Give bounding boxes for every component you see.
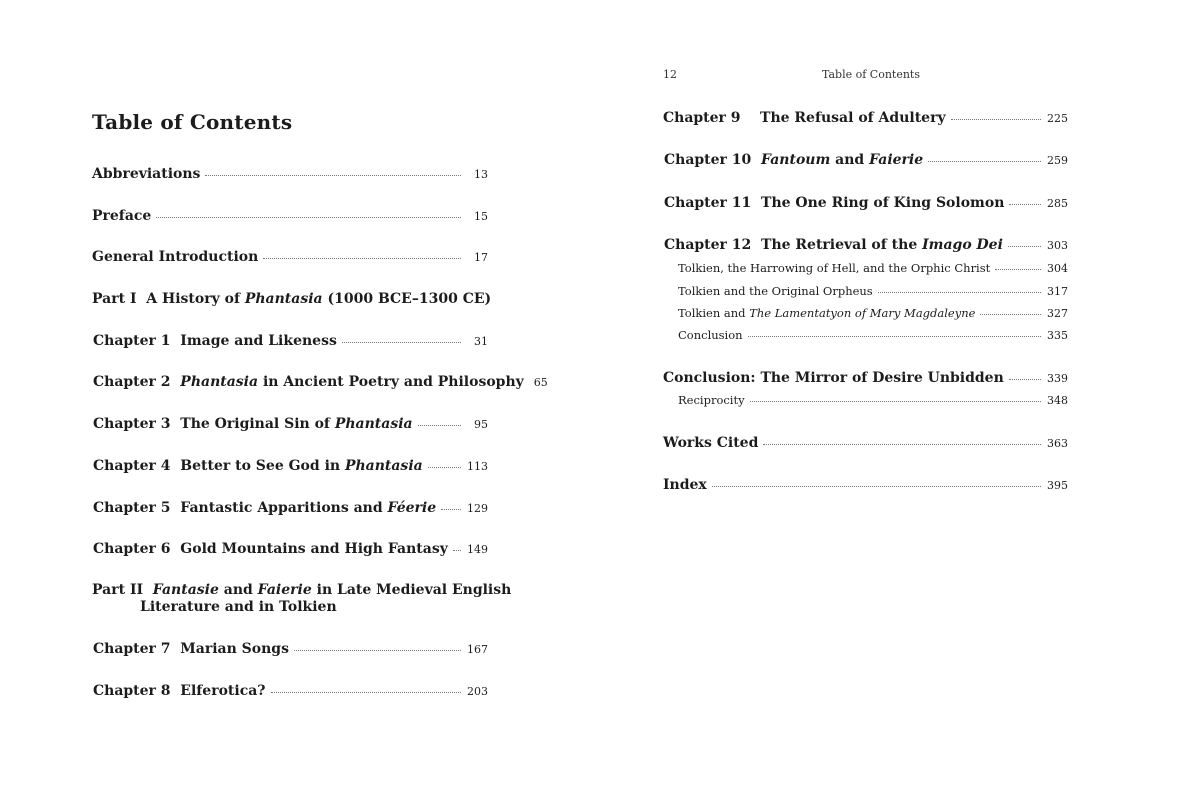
toc-subentry-reciprocity[interactable] bbox=[678, 393, 1068, 407]
chapter-title: Better to See God in bbox=[180, 458, 341, 474]
page-number: 15 bbox=[474, 210, 488, 223]
entry-text-italic: of bbox=[854, 306, 867, 320]
chapter-title: Image and Likeness bbox=[180, 333, 337, 349]
toc-entry-chapter-5[interactable] bbox=[93, 500, 488, 516]
page-number: 95 bbox=[474, 418, 488, 431]
toc-entry-chapter-12[interactable] bbox=[664, 237, 1068, 253]
toc-entry-works-cited[interactable] bbox=[663, 435, 1068, 451]
page-number: 339 bbox=[1047, 372, 1068, 385]
page-number: 149 bbox=[467, 543, 488, 556]
leader-dots bbox=[263, 257, 461, 259]
part-heading-2[interactable] bbox=[92, 582, 511, 598]
running-header-title: Table of Contents bbox=[822, 68, 921, 81]
part-title: and bbox=[223, 582, 253, 598]
part-heading-2-line-2: Literature and in Tolkien bbox=[140, 599, 337, 615]
page-number: 167 bbox=[467, 643, 488, 656]
entry-label: Conclusion bbox=[678, 328, 743, 342]
entry-label bbox=[93, 500, 436, 516]
page-number: 395 bbox=[1047, 479, 1068, 492]
part-title-italic: Fantasie bbox=[152, 582, 219, 598]
page-number: 203 bbox=[467, 685, 488, 698]
running-header-page-number: 12 bbox=[663, 68, 677, 81]
chapter-title: and bbox=[835, 152, 865, 168]
toc-subentry-harrowing-of-hell[interactable] bbox=[678, 261, 1068, 275]
chapter-title-italic: Fantoum bbox=[761, 152, 831, 168]
toc-entry-abbreviations[interactable] bbox=[92, 166, 488, 182]
entry-label bbox=[93, 458, 423, 474]
chapter-title-italic: Imago Dei bbox=[922, 237, 1003, 253]
chapter-title: The Refusal of Adultery bbox=[760, 110, 946, 126]
leader-dots bbox=[763, 443, 1041, 445]
entry-label: Conclusion: The Mirror of Desire Unbidden bbox=[663, 370, 1004, 386]
toc-entry-chapter-1[interactable] bbox=[93, 333, 488, 349]
page-number: 225 bbox=[1047, 112, 1068, 125]
leader-dots bbox=[271, 691, 461, 693]
leader-dots bbox=[441, 508, 461, 510]
chapter-title-italic: Phantasia bbox=[334, 416, 413, 432]
entry-label: Reciprocity bbox=[678, 393, 745, 407]
entry-label bbox=[93, 374, 524, 390]
entry-label bbox=[664, 237, 1003, 253]
toc-entry-chapter-3[interactable] bbox=[93, 416, 488, 432]
page-number: 13 bbox=[474, 168, 488, 181]
part-title-italic: Phantasia bbox=[244, 291, 323, 307]
chapter-number: Chapter 9 bbox=[663, 110, 741, 126]
chapter-number: Chapter 1 bbox=[93, 333, 171, 349]
entry-label: Abbreviations bbox=[92, 166, 201, 182]
leader-dots bbox=[712, 485, 1041, 487]
part-dates: (1000 BCE–1300 CE) bbox=[327, 291, 492, 307]
page-number: 259 bbox=[1047, 154, 1068, 167]
page-number: 113 bbox=[467, 460, 488, 473]
leader-dots bbox=[453, 549, 461, 551]
page-number: 65 bbox=[533, 376, 548, 389]
chapter-number: Chapter 6 bbox=[93, 541, 171, 557]
leader-dots bbox=[750, 400, 1041, 402]
chapter-number: Chapter 12 bbox=[664, 237, 752, 253]
leader-dots bbox=[1009, 378, 1041, 380]
part-heading-1[interactable] bbox=[92, 291, 491, 307]
leader-dots bbox=[878, 291, 1041, 293]
page-number: 303 bbox=[1047, 239, 1068, 252]
toc-entry-general-introduction[interactable] bbox=[92, 249, 488, 265]
chapter-number: Chapter 2 bbox=[93, 374, 171, 390]
entry-text-italic: The Lamentatyon bbox=[749, 306, 852, 320]
entry-label bbox=[93, 333, 337, 349]
entry-label: Index bbox=[663, 477, 707, 493]
entry-text: Tolkien and bbox=[678, 306, 746, 320]
part-number: Part II bbox=[92, 582, 144, 598]
leader-dots bbox=[342, 341, 461, 343]
toc-entry-chapter-7[interactable] bbox=[93, 641, 488, 657]
entry-label bbox=[93, 683, 266, 699]
toc-entry-chapter-4[interactable] bbox=[93, 458, 488, 474]
entry-label bbox=[93, 641, 289, 657]
leader-dots bbox=[928, 160, 1041, 162]
entry-label: Preface bbox=[92, 208, 152, 224]
entry-label: Tolkien, the Harrowing of Hell, and the Orphic Christ bbox=[678, 261, 991, 275]
toc-entry-chapter-9[interactable] bbox=[663, 110, 1068, 126]
toc-entry-chapter-2[interactable] bbox=[93, 374, 548, 390]
entry-label bbox=[663, 110, 946, 126]
chapter-title: Gold Mountains and High Fantasy bbox=[180, 541, 448, 557]
entry-text-italic: Mary Magdaleyne bbox=[869, 306, 976, 320]
toc-subentry-original-orpheus[interactable] bbox=[678, 284, 1068, 298]
chapter-number: Chapter 10 bbox=[664, 152, 752, 168]
chapter-number: Chapter 3 bbox=[93, 416, 171, 432]
entry-label bbox=[93, 541, 448, 557]
part-title: A History of bbox=[146, 291, 240, 307]
leader-dots bbox=[1009, 203, 1041, 205]
toc-entry-chapter-6[interactable] bbox=[93, 541, 488, 557]
page-number: 31 bbox=[474, 335, 488, 348]
chapter-number: Chapter 7 bbox=[93, 641, 171, 657]
part-title: in Late Medieval English bbox=[316, 582, 512, 598]
leader-dots bbox=[294, 649, 461, 651]
chapter-title-italic: Phantasia bbox=[180, 374, 259, 390]
toc-entry-preface[interactable] bbox=[92, 208, 488, 224]
toc-entry-chapter-10[interactable] bbox=[664, 152, 1068, 168]
leader-dots bbox=[156, 216, 461, 218]
entry-label bbox=[664, 152, 923, 168]
page-title: Table of Contents bbox=[92, 110, 293, 134]
page-number: 285 bbox=[1047, 197, 1068, 210]
leader-dots bbox=[428, 466, 461, 468]
page-number: 317 bbox=[1047, 285, 1068, 298]
chapter-title: The Original Sin of bbox=[180, 416, 330, 432]
chapter-number: Chapter 5 bbox=[93, 500, 171, 516]
chapter-number: Chapter 8 bbox=[93, 683, 171, 699]
chapter-title: The Retrieval of the bbox=[761, 237, 918, 253]
leader-dots bbox=[1008, 245, 1041, 247]
page-number: 304 bbox=[1047, 262, 1068, 275]
chapter-title: Fantastic Apparitions and bbox=[180, 500, 383, 516]
chapter-title-italic: Faierie bbox=[869, 152, 924, 168]
page-number: 348 bbox=[1047, 394, 1068, 407]
leader-dots bbox=[980, 313, 1041, 315]
entry-label: Works Cited bbox=[663, 435, 759, 451]
chapter-number: Chapter 11 bbox=[664, 195, 752, 211]
entry-label: General Introduction bbox=[92, 249, 259, 265]
entry-label: Tolkien and the Original Orpheus bbox=[678, 284, 873, 298]
toc-subentry-conclusion[interactable] bbox=[678, 328, 1068, 342]
leader-dots bbox=[205, 174, 461, 176]
chapter-title: The One Ring of King Solomon bbox=[761, 195, 1005, 211]
leader-dots bbox=[951, 118, 1041, 120]
page-number: 363 bbox=[1047, 437, 1068, 450]
chapter-title: Marian Songs bbox=[180, 641, 289, 657]
toc-entry-chapter-8[interactable] bbox=[93, 683, 488, 699]
page-number: 129 bbox=[467, 502, 488, 515]
chapter-number: Chapter 4 bbox=[93, 458, 171, 474]
part-title-italic: Faierie bbox=[257, 582, 312, 598]
leader-dots bbox=[748, 335, 1041, 337]
entry-label bbox=[93, 416, 413, 432]
chapter-title-italic: Phantasia bbox=[344, 458, 423, 474]
chapter-title: in Ancient Poetry and Philosophy bbox=[262, 374, 524, 390]
page-number: 335 bbox=[1047, 329, 1068, 342]
toc-entry-conclusion[interactable] bbox=[663, 370, 1068, 386]
toc-entry-index[interactable] bbox=[663, 477, 1068, 493]
entry-label bbox=[678, 306, 975, 320]
page-number: 327 bbox=[1047, 307, 1068, 320]
chapter-title: Elferotica? bbox=[180, 683, 266, 699]
leader-dots bbox=[418, 424, 461, 426]
page-number: 17 bbox=[474, 251, 488, 264]
toc-entry-chapter-11[interactable] bbox=[664, 195, 1068, 211]
leader-dots bbox=[995, 268, 1041, 270]
chapter-title-italic: Féerie bbox=[387, 500, 437, 516]
toc-subentry-lamentatyon[interactable] bbox=[678, 306, 1068, 320]
part-number: Part I bbox=[92, 291, 137, 307]
entry-label bbox=[664, 195, 1004, 211]
